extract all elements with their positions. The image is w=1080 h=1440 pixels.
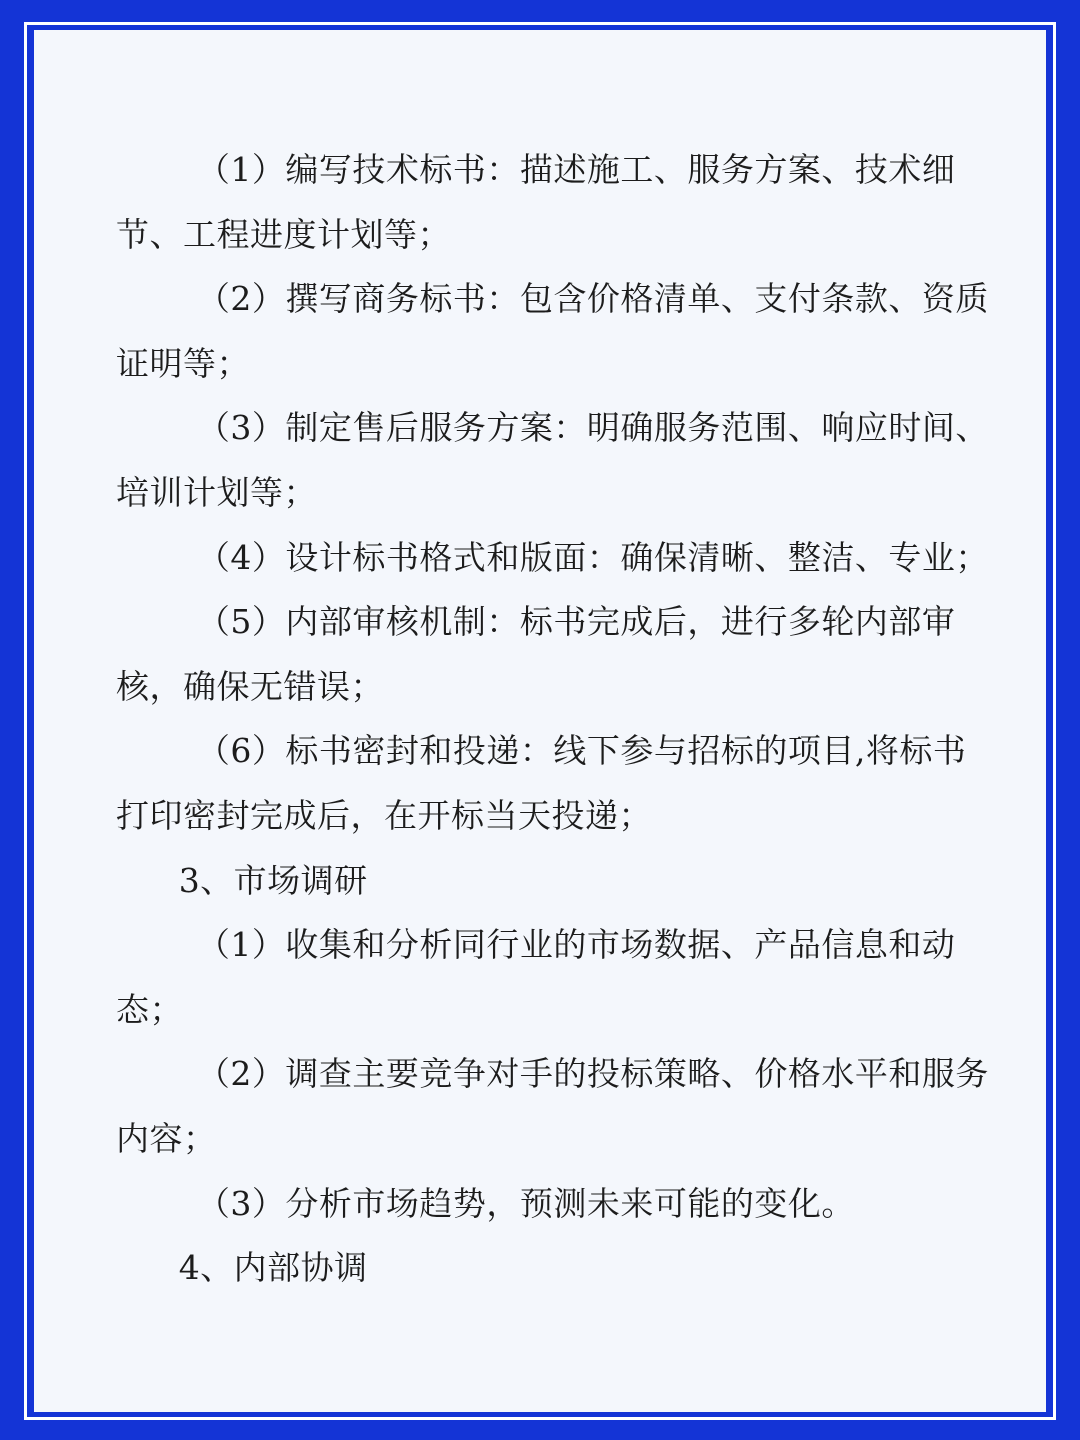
paragraph-format-layout: （4）设计标书格式和版面：确保清晰、整洁、专业； [196,537,989,577]
paragraph-market-trend: （3）分析市场趋势，预测未来可能的变化。 [196,1183,855,1223]
paragraph-business-bid: （2）撰写商务标书：包含价格清单、支付条款、资质证明等； [116,279,989,383]
section-heading-market-research: 3、市场调研 [178,860,368,900]
document-body [116,138,996,1301]
section-heading-internal-coordination: 4、内部协调 [178,1248,368,1288]
paragraph-market-data: （1）收集和分析同行业的市场数据、产品信息和动态； [116,925,956,1029]
paragraph-seal-delivery: （6）标书密封和投递：线下参与招标的项目,将标书打印密封完成后，在开标当天投递； [116,731,967,835]
paragraph-after-sales: （3）制定售后服务方案：明确服务范围、响应时间、培训计划等； [116,408,989,512]
document-page [34,30,1046,1412]
paragraph-internal-review: （5）内部审核机制：标书完成后，进行多轮内部审核，确保无错误； [116,602,956,706]
paragraph-competitor-analysis: （2）调查主要竞争对手的投标策略、价格水平和服务内容； [116,1054,989,1158]
paragraph-tech-bid: （1）编写技术标书：描述施工、服务方案、技术细节、工程进度计划等； [116,150,956,254]
